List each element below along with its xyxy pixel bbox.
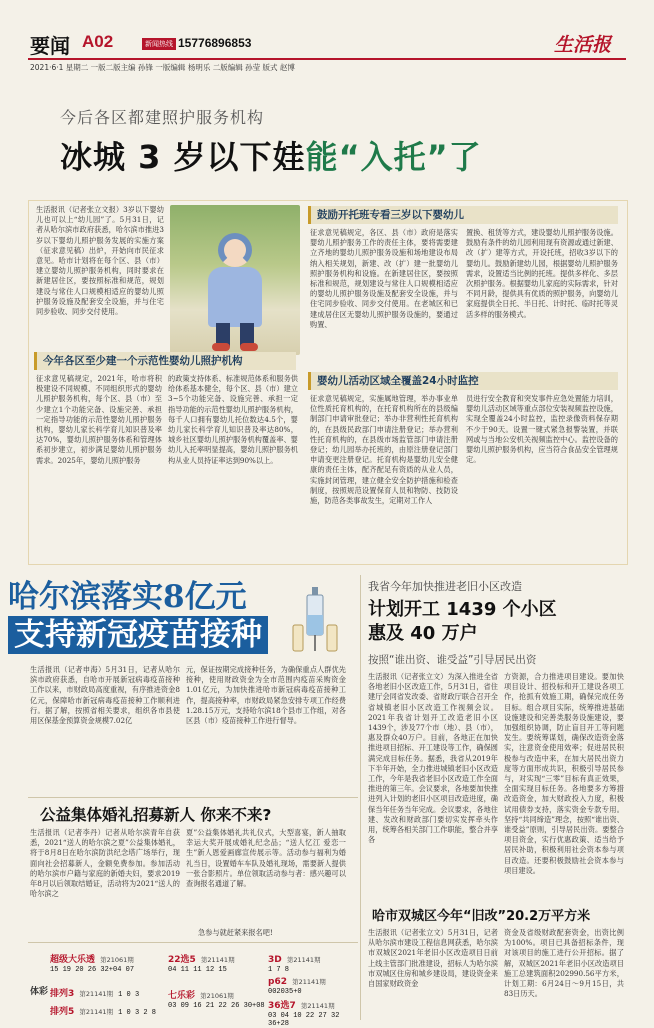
lottery-issue: 第21141期 — [200, 956, 235, 964]
renovation-headline-line-1: 计划开工 1439 个小区 — [368, 599, 557, 620]
lottery-name: 22选5 — [168, 955, 196, 965]
lottery-issue: 第21061期 — [200, 992, 234, 1000]
section-2-col-2: 的政策支持体系、标准规范体系和服务供给体系基本健全，每个区、县（市）建立3~5个功能完备、设施完善、承担一定指导功能的示范性婴幼儿照护服务机构，每千人口拥有婴幼儿托位数达4.5个，婴幼儿家长科学育儿知识普及率达80%，城乡社区婴幼儿照护服务机构覆盖率、婴幼儿入托率明显提高，婴幼儿照护服务机构从业人员持证率达到90%以上。 — [168, 374, 298, 465]
hotline-number: 15776896853 — [178, 36, 252, 50]
dateline: 2021·6·1 星期二 一版二版主编 孙锋 一版编辑 杨明乐 二版编辑 孙莹 版式 赵博 — [30, 63, 295, 72]
lottery-item — [50, 981, 160, 1000]
lottery-numbers: 1 0 3 2 8 — [118, 1009, 156, 1017]
lottery-name: p62 — [268, 977, 287, 987]
lottery-name: 36选7 — [268, 1001, 296, 1011]
renovation-subhead: 按照“谁出资、谁受益”引导居民出资 — [368, 654, 537, 666]
wedding-closing: 急参与就赶紧来报名吧! — [198, 928, 273, 937]
vaccine-headline-line-1: 哈尔滨落实8亿元 — [8, 579, 247, 615]
renovation-headline-line-2: 惠及 40 万户 — [368, 623, 478, 644]
lottery-name: 超级大乐透 — [50, 955, 96, 965]
wedding-headline: 公益集体婚礼招募新人 你来不来? — [40, 806, 272, 824]
lottery-issue: 第21141期 — [79, 1008, 114, 1016]
renovation-kicker: 我省今年加快推进老旧小区改造 — [368, 580, 522, 593]
child-shoe-right — [240, 343, 258, 351]
lottery-issue: 第21141期 — [286, 956, 321, 964]
lottery-numbers: 002035+0 — [268, 988, 302, 996]
section-3-col-1: 征求意见稿规定，实施属地管理，举办事业单位性质托育机构的，在托育机构所在的县级编制部门申请审批登记；举办非营利性托育机构的，在县级民政部门申请注册登记；举办营利性托育机构的，在县级市场监管部门申请注册登记；幼儿园举办托班的，由原注册登记部门申请变更注册登记。托育机构是婴幼儿安全健康的责任主体，配齐配足有资质的从业人员，实施封闭管理，建立健全安全防护措施和检查制度，按照规范设置保育人员和物防、技防设施，防范各类事故发生，定期对工作人 — [310, 394, 458, 506]
section-1-col-1: 征求意见稿规定，各区、县（市）政府是落实婴幼儿照护服务工作的责任主体，要将需要建立齐地的婴幼儿照护服务设施和场地建设布局纳入相关规划，新建、改（扩）建一批婴幼儿照护服务机构和设施。在新建居住区，要按照标准和规范，规划建设与常住人口规模相适应的婴幼儿照护服务设施及配套安全设施，并与住宅同步验收、同步交付使用。在老城区和已建成居住区无婴幼儿照护服务设施的，要通过购置、 — [310, 228, 458, 329]
syringe-icon — [285, 585, 345, 655]
vaccine-col-2: 元，保证按期完成接种任务，为确保重点人群优先接种，使用财政资金为全市范围内疫苗采购资金1.01亿元，为加快推进哈市新冠病毒疫苗接种工作，提高接种率，市财政局紧急安排专项工作经费1.28.15万元，支持哈尔滨18个县市工作组，对各区县（市）疫苗接种工作进行督导。 — [186, 665, 346, 726]
shuangcheng-col-2: 资金及省级财政配套资金，出资比例为100%。项目已具备招标条件，现对该项目的施工进行公开招标。据了解，双城区2021年老旧小区改造项目施工总建筑面积202990.56平方米，计划工期：6月24日～9月15日，共83日历天。 — [504, 928, 624, 999]
lottery-item — [168, 983, 268, 1010]
feature-headline-b: 能“入托”了 — [305, 138, 482, 176]
lottery-numbers: 1 7 8 — [268, 966, 290, 974]
masthead — [0, 0, 654, 70]
lottery-item — [50, 999, 160, 1018]
renovation-col-2: 方资源，合力推进项目建设。要加快项目设计、招投标和开工建设各项工作，抢抓有效施工期，确保完成任务目标。组合项目实际，统筹推进基础设施建设和完善类服务设施建设，要加强组织协调，防止盲目开工等问题发生。要统筹谋划，确保改造资金落实，注意资金使用效率；促进居民积极参与改造中来，在加大居民出资力度等方面形成共识，积极引导居民参与，对实现“三零”目标有真正效果，全面实现目标任务。各地要多方筹措改造资金，加大财政投入力度，积极试用债券支持，落实资金专款专用。坚持“共同缔造”理念，按照“谁出资、谁受益”原则，引导居民出资。要整合项目资金，实行优惠政策、适当给予居民补助，积极利用社会资本参与项目改造。还要积极鼓励社会资本参与项目建设。 — [504, 672, 624, 875]
lottery-side-label: 体彩 — [30, 987, 49, 997]
lottery-name: 排列3 — [50, 989, 75, 999]
wedding-col-2: 夏”公益集体婚礼共礼仪式，大型喜宴，新人抽取幸运大奖开展成婚礼纪念品；“送人忆江 爱恋一生”新人恩爱画廊宣传展示等。活动参与福利为婚礼当日，设置婚车车队及婚礼现场，需要新人提供一张合影照片。单位领取活动参与者：感兴趣可以查询报名通道了解。 — [186, 828, 346, 889]
masthead-rule — [28, 58, 626, 60]
vaccine-col-1: 生活报讯（记者申海）5月31日，记者从哈尔滨市政府获悉，自哈市开展新冠病毒疫苗接种工作以来，市财政局高度重视，有序推进资金8亿元，保障哈市新冠病毒疫苗接种工作顺利进行。据了解，按照省相关要求，组织各市县使用区保基金预算资金规模7.02亿 — [30, 665, 180, 726]
feature-headline — [60, 132, 482, 178]
shuangcheng-headline: 哈市双城区今年“旧改”20.2万平方米 — [372, 909, 591, 924]
feature-intro: 生活报讯（记者张立文报）3岁以下婴幼儿也可以上“幼儿园”了。5月31日，记者从哈尔滨市政府获悉，哈尔滨市推进3岁以下婴幼儿照护服务发展的实施方案（征求意见稿）出炉，开始向市民征求意见。哈市计划将在每个区、县（市）建立婴幼儿照护服务机构，同时要求在新建居住区，要按照标准和规范，规划建设与常住人口规模相适应的婴幼儿照护服务设施及配套安全设施，并与住宅同步验收、同步交付使用。 — [36, 205, 164, 317]
lottery-numbers: 03 04 10 22 27 32 36+28 — [268, 1012, 340, 1028]
lottery-name: 排列5 — [50, 1007, 75, 1017]
hotline-label: 新闻热线 — [142, 38, 176, 50]
lottery-item — [268, 993, 358, 1028]
lottery-name: 3D — [268, 955, 282, 965]
feature-headline-a: 冰城 3 岁以下娃 — [60, 138, 306, 176]
vaccine-headline — [8, 578, 268, 654]
column-divider — [360, 575, 361, 1020]
wedding-col-1: 生活报讯（记者李丹）记者从哈尔滨青年自获悉，2021“送人的哈尔滨之夏”公益集体婚礼，将于8月8日在哈尔滨防洪纪念塔广场举行，现面向社会招募新人，金额免费参加。参加活动的哈尔滨市户籍与家庭的新婚夫妇，要求2019年8月以后领取结婚证，活动将为2021“送人的哈尔滨之 — [30, 828, 180, 899]
child-photo — [170, 205, 300, 355]
section-1-col-2: 置换、租赁等方式，建设婴幼儿照护服务设施。鼓励有条件的幼儿园利用现有资源或通过新建、改（扩）建等方式，开设托班，招收3岁以下的婴幼儿。鼓励新建幼儿园，根据婴幼儿照护服务需求，设置适当比例的托班。提供多样化、多层次照护服务。根据婴幼儿家庭的实际需求，针对不同月龄，提供具有优质的照护服务，向婴幼儿家庭提供全日托、半日托、计时托、临时托等灵活多样的服务模式。 — [466, 228, 618, 319]
lottery-issue: 第21061期 — [100, 956, 134, 964]
section-heading-3: 婴幼儿活动区域全覆盖24小时监控 — [308, 372, 618, 390]
feature-kicker: 今后各区都建照护服务机构 — [60, 108, 265, 127]
section-heading-1: 鼓励开托班专看三岁以下婴幼儿 — [308, 206, 618, 224]
vaccine-headline-line-2: 支持新冠疫苗接种 — [8, 616, 268, 654]
lottery-item — [50, 947, 160, 974]
section-title: 要闻 — [30, 34, 70, 58]
section-heading-2: 今年各区至少建一个示范性婴幼儿照护机构 — [34, 352, 296, 370]
child-body-shape — [208, 267, 262, 327]
renovation-col-1: 生活报讯（记者张立文）为深入推进全省各地老旧小区改造工作，5月31日，省住建厅会同省发改委、省财政厅联合召开全省城镇老旧小区改造工作视频会议。2021年我省计划开工改造老旧小区1439个，涉及77个市（地）、县（市），惠及群众40万户。目前，各地正在加快推进项目招标、开工建设等工作，确保圆满完成目标任务。据悉，我省从2019年下半年开始，全力推进城镇老旧小区改造工作，今年是我省老旧小区改造工作全面推进的第三年。会议要求，各地要加快推进列入计划的老旧小区项目改造进度，确保当年任务当年完成。会议要求，各地住建、发改和财政部门要切实发挥牵头作用，统筹各相关部门工作职能，整合并享各 — [368, 672, 498, 845]
child-head-shape — [218, 233, 252, 267]
lottery-item — [268, 969, 358, 996]
child-shoe-left — [212, 343, 230, 351]
newspaper-logo: 生活报 — [554, 34, 612, 56]
lottery-issue: 第21141期 — [300, 1002, 335, 1010]
section-2-col-1: 征求意见稿规定，2021年，哈市将积极建设不同规模、不同组织形式的婴幼儿照护服务机构，每个区、县（市）至少建立1个功能完备、设施完善、承担一定指导功能的示范性婴幼儿照护服务机构，婴幼儿家长科学育儿知识普及率达70%，婴幼儿照护服务体系和管理体系初步建立，初步满足婴幼儿照护服务需求。2025年，婴幼儿照护服务 — [36, 374, 162, 465]
lottery-issue: 第21141期 — [79, 990, 114, 998]
lottery-name: 七乐彩 — [168, 991, 196, 1001]
page-code: A02 — [82, 32, 114, 51]
lottery-issue: 第21141期 — [292, 978, 326, 986]
renovation-headline — [368, 598, 638, 646]
lottery-numbers: 1 0 3 — [118, 991, 140, 999]
section-3-col-2: 员进行安全教育和突发事件应急处置能力培训，婴幼儿活动区域等重点部位安装视频监控设施，实现全覆盖24小时监控，监控录像资料保存期不少于90天。设置一键式紧急报警装置，并联网或与当地公安机关视频监控中心。监控设备的婴幼儿照护服务机构，应当符合食品安全管理规定。 — [466, 394, 618, 465]
divider — [28, 797, 358, 798]
lottery-numbers: 15 19 20 26 32+04 07 — [50, 966, 135, 974]
shuangcheng-col-1: 生活报讯（记者张立文）5月31日，记者从哈尔滨市建设工程信息网获悉，哈尔滨市双城区2021年老旧小区改造项目日前上线主管部门批准建设，招标人为哈尔滨市双城区住房和城乡建设局，建设资金来自国家财政资金 — [368, 928, 498, 989]
lottery-numbers: 03 09 16 21 22 26 30+08 — [168, 1002, 265, 1010]
lottery-results — [28, 942, 358, 1028]
lottery-numbers: 04 11 11 12 15 — [168, 966, 227, 974]
lottery-item — [168, 947, 258, 974]
